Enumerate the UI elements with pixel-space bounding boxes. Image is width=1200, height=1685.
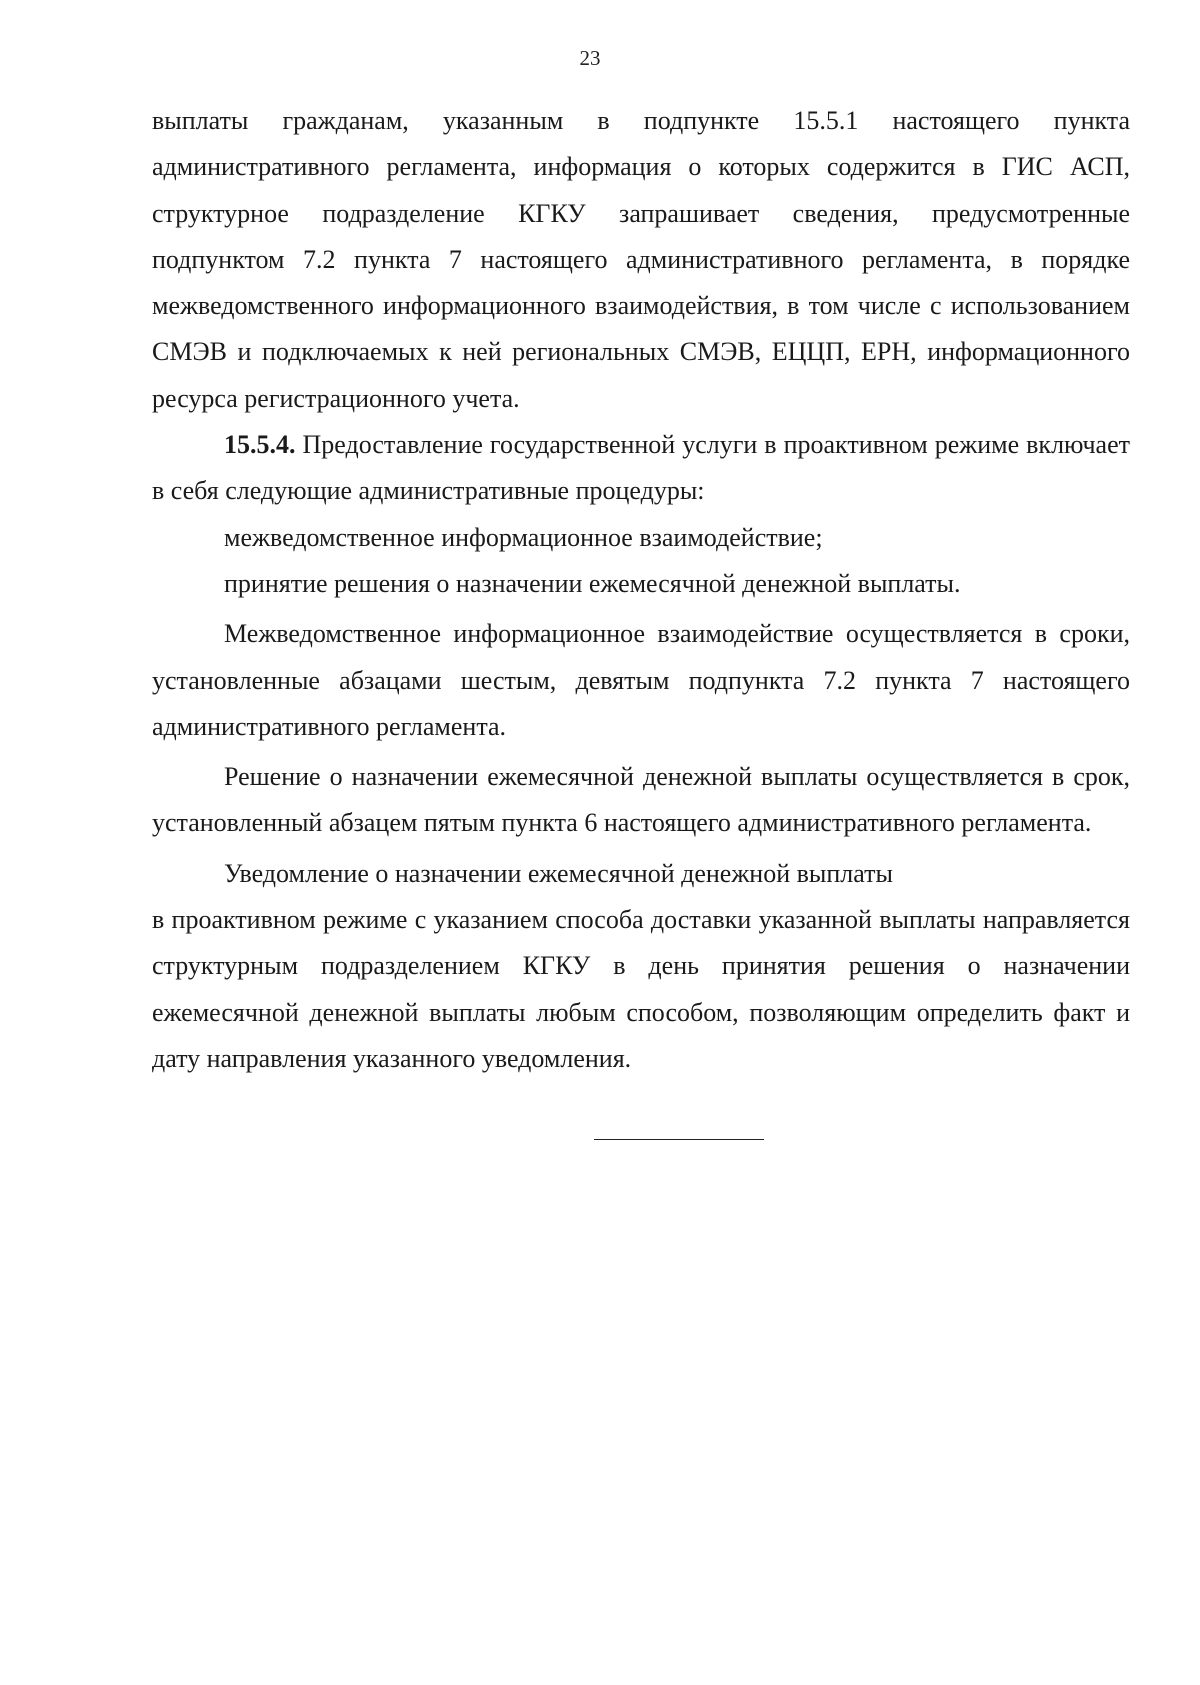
- list-item-procedure-2: принятие решения о назначении ежемесячной денежной выплаты.: [224, 568, 961, 598]
- paragraph-notification-rest: в проактивном режиме с указанием способа доставки указанной выплаты направляется структурным подразделением КГКУ в день принятия решения о назначении ежемесячной денежной выплаты любым способом, позволяющим определить факт и дату направления указанного уведомления.: [152, 905, 1130, 1073]
- paragraph-notification-line1: Уведомление о назначении ежемесячной денежной выплаты: [224, 858, 893, 888]
- page-number: 23: [579, 46, 601, 70]
- end-of-document-rule: [594, 1139, 764, 1140]
- list-item-procedure-1: межведомственное информационное взаимодействие;: [224, 522, 823, 552]
- document-body: [152, 98, 1130, 1082]
- section-number: 15.5.4.: [224, 430, 296, 460]
- paragraph-interaction-terms: Межведомственное информационное взаимодействие осуществляется в сроки, установленные абзацами шестым, девятым подпункта 7.2 пункта 7 настоящего административного регламента.: [152, 619, 1130, 741]
- section-text: Предоставление государственной услуги в проактивном режиме включает в себя следующие административные процедуры:: [152, 430, 1130, 506]
- paragraph-section-15-5-4: [152, 422, 1130, 515]
- paragraph-decision-terms: Решение о назначении ежемесячной денежной выплаты осуществляется в срок, установленный абзацем пятым пункта 6 настоящего административного регламента.: [152, 762, 1130, 838]
- paragraph-continuation: выплаты гражданам, указанным в подпункте 15.5.1 настоящего пункта административного регламента, информация о которых содержится в ГИС АСП, структурное подразделение КГКУ запрашивает сведения, предусмотренные подпунктом 7.2 пункта 7 настоящего административного регламента, в порядке межведомственного информационного взаимодействия, в том числе с использованием СМЭВ и подключаемых к ней региональных СМЭВ, ЕЦЦП, ЕРН, информационного ресурса регистрационного учета.: [152, 106, 1130, 413]
